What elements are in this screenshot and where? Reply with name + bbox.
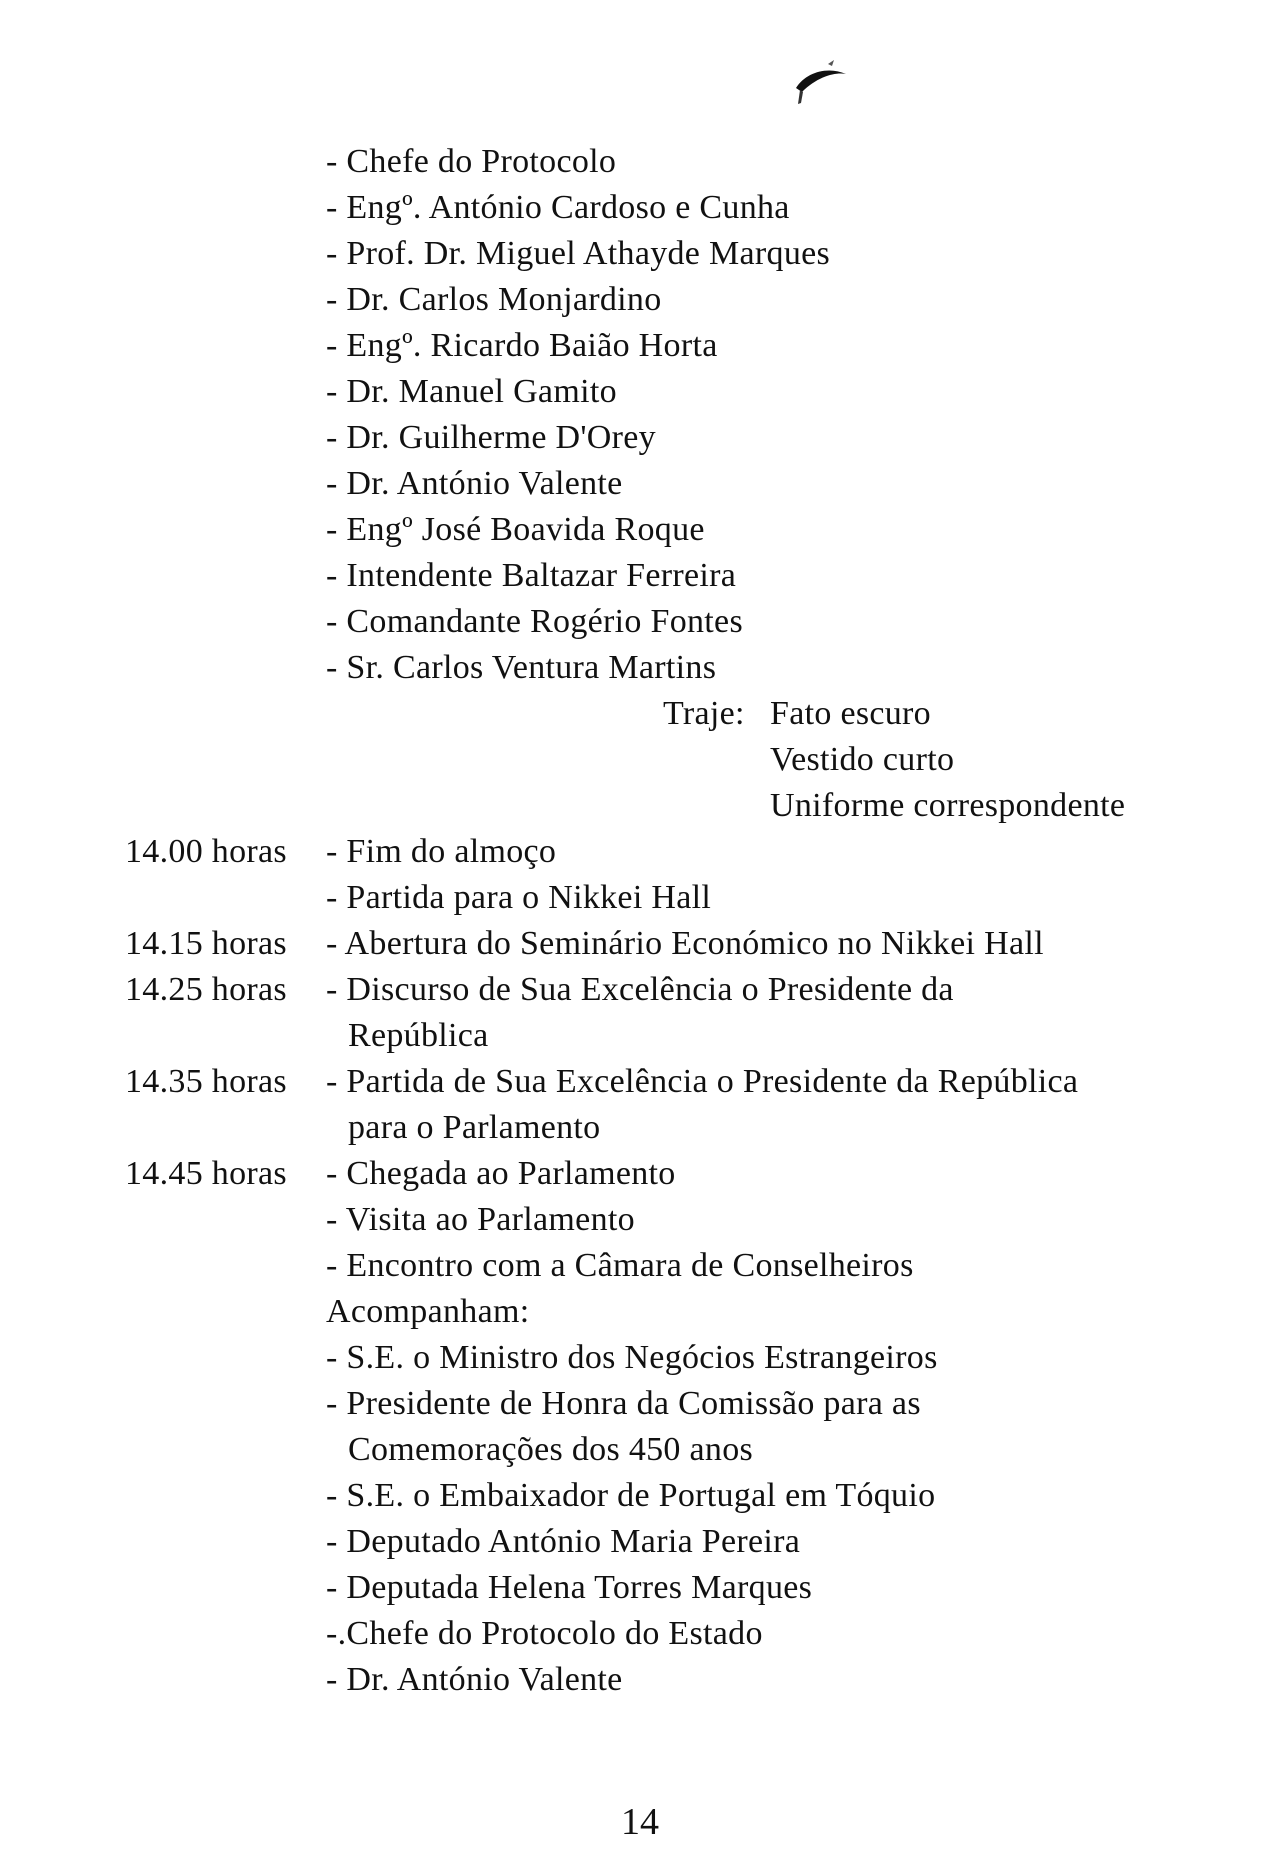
guest-line: - Dr. António Valente <box>326 465 623 502</box>
guest-line: - Deputado António Maria Pereira <box>326 1523 801 1560</box>
accompany-label: Acompanham: <box>326 1293 530 1330</box>
schedule-item: - Chegada ao Parlamento <box>326 1155 676 1192</box>
guest-line: - Engº José Boavida Roque <box>326 511 705 548</box>
guest-line: - Engº. Ricardo Baião Horta <box>326 327 718 364</box>
schedule-item: - Discurso de Sua Excelência o Presidente da <box>326 971 954 1008</box>
guest-line: - Prof. Dr. Miguel Athayde Marques <box>326 235 831 272</box>
scan-mark-icon <box>788 58 858 118</box>
attire-option: Fato escuro <box>770 695 931 732</box>
schedule-time: 14.35 horas <box>125 1063 287 1100</box>
schedule-item-continuation: para o Parlamento <box>348 1109 601 1146</box>
guest-line: - Comandante Rogério Fontes <box>326 603 743 640</box>
guest-line: - Sr. Carlos Ventura Martins <box>326 649 717 686</box>
page-number: 14 <box>621 1801 659 1843</box>
attire-option: Vestido curto <box>770 741 955 778</box>
attire-label: Traje: <box>663 695 745 732</box>
guest-line: - S.E. o Embaixador de Portugal em Tóquio <box>326 1477 936 1514</box>
guest-line-continuation: Comemorações dos 450 anos <box>348 1431 754 1468</box>
guest-line: - Engº. António Cardoso e Cunha <box>326 189 790 226</box>
schedule-item: - Abertura do Seminário Económico no Nikkei Hall <box>326 925 1044 962</box>
guest-line: -.Chefe do Protocolo do Estado <box>326 1615 763 1652</box>
guest-line: - Intendente Baltazar Ferreira <box>326 557 737 594</box>
schedule-item: - Encontro com a Câmara de Conselheiros <box>326 1247 914 1284</box>
guest-line: - Dr. Manuel Gamito <box>326 373 617 410</box>
schedule-item: - Fim do almoço <box>326 833 557 870</box>
schedule-item-continuation: República <box>348 1017 489 1054</box>
guest-line: - S.E. o Ministro dos Negócios Estrangeiros <box>326 1339 938 1376</box>
schedule-time: 14.00 horas <box>125 833 287 870</box>
guest-line: - Dr. Carlos Monjardino <box>326 281 662 318</box>
guest-line: - Presidente de Honra da Comissão para as <box>326 1385 921 1422</box>
guest-line: - Chefe do Protocolo <box>326 143 617 180</box>
guest-line: - Deputada Helena Torres Marques <box>326 1569 813 1606</box>
schedule-item: - Partida para o Nikkei Hall <box>326 879 712 916</box>
guest-line: - Dr. Guilherme D'Orey <box>326 419 656 456</box>
schedule-time: 14.15 horas <box>125 925 287 962</box>
guest-line: - Dr. António Valente <box>326 1661 623 1698</box>
schedule-time: 14.45 horas <box>125 1155 287 1192</box>
attire-option: Uniforme correspondente <box>770 787 1126 824</box>
schedule-item: - Visita ao Parlamento <box>326 1201 635 1238</box>
schedule-time: 14.25 horas <box>125 971 287 1008</box>
schedule-item: - Partida de Sua Excelência o Presidente da República <box>326 1063 1079 1100</box>
